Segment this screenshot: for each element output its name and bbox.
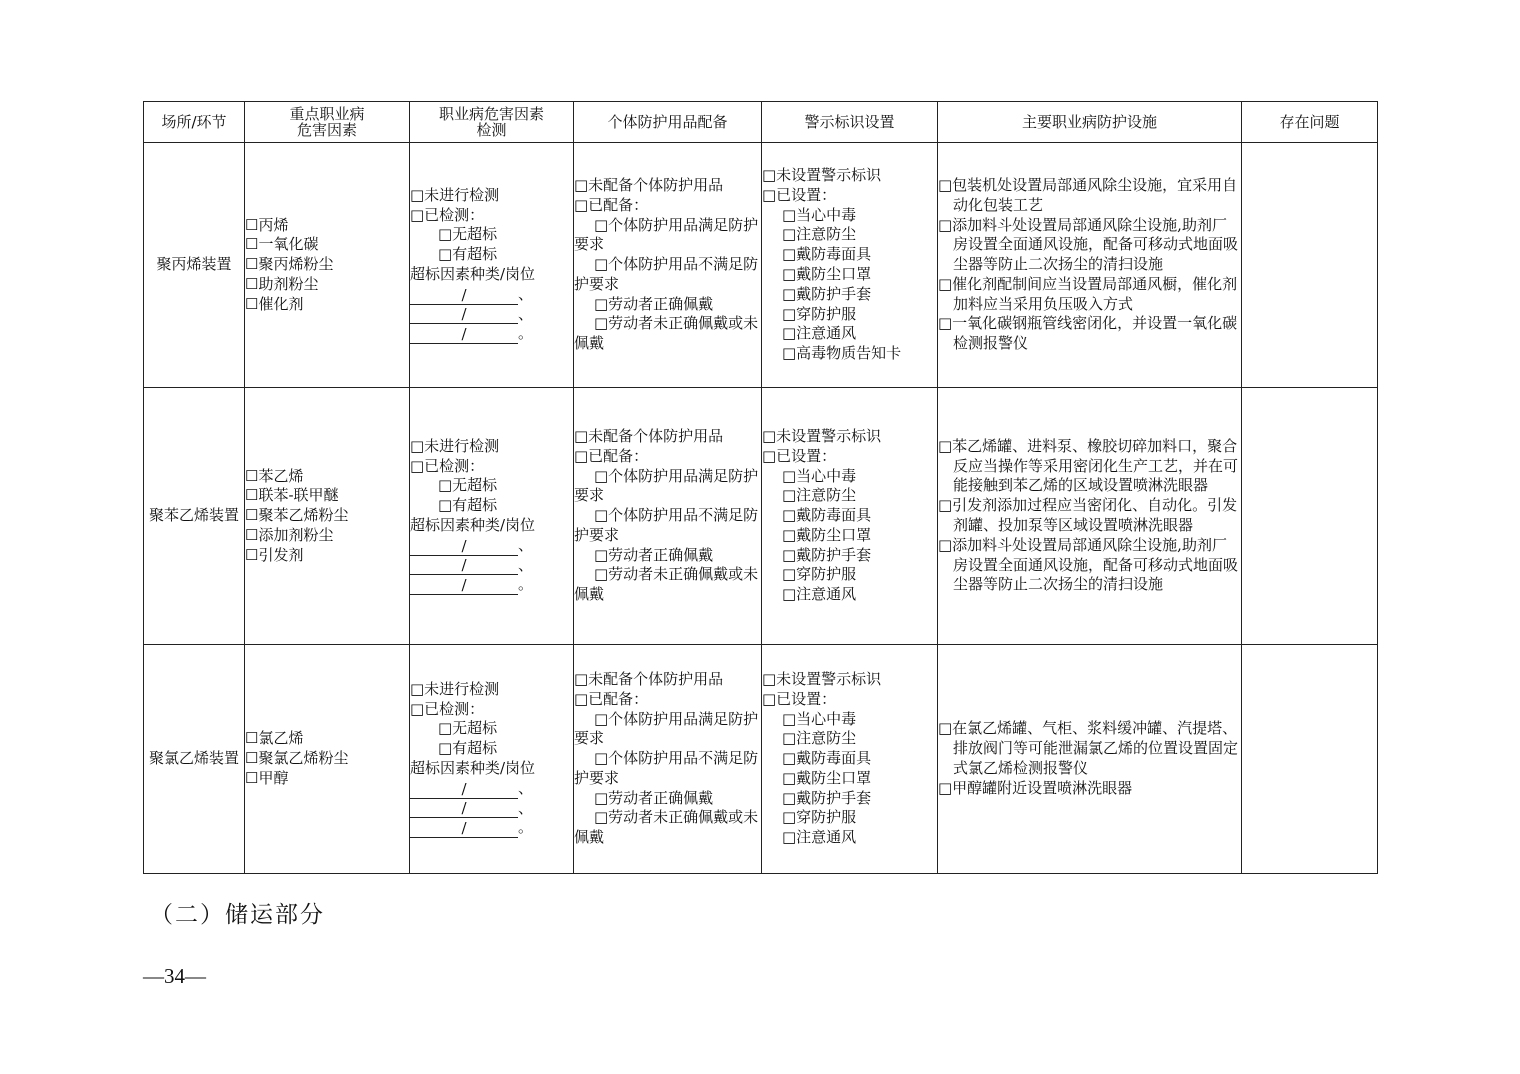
sign-item[interactable]: □戴防护手套 [782, 545, 872, 564]
ppe-not-equipped-checkbox[interactable]: □未配备个体防护用品 [574, 669, 724, 688]
sign-item[interactable]: □戴防尘口罩 [782, 265, 872, 283]
place-cell: 聚苯乙烯装置 [144, 388, 245, 645]
factor-item[interactable]: ☐聚丙烯粉尘 [245, 255, 334, 274]
sign-item[interactable]: □戴防毒面具 [782, 749, 872, 768]
blank-field[interactable]: / [410, 801, 518, 818]
blank-end: 、 [518, 304, 534, 323]
blank-end: 、 [518, 778, 534, 797]
blank-end: 、 [518, 798, 534, 817]
facility-item[interactable]: □在氯乙烯罐、气柜、浆料缓冲罐、汽提塔、排放阀门等可能泄漏氯乙烯的位置设置固定式氯乙烯检测报警仪 [938, 719, 1239, 777]
blank-field[interactable]: / [410, 558, 518, 575]
factors-cell [245, 388, 410, 645]
header-row [144, 102, 1378, 143]
facility-item[interactable]: □一氧化碳钢瓶管线密闭化，并设置一氧化碳检测报警仪 [938, 314, 1238, 353]
factor-item[interactable]: ☐一氧化碳 [245, 235, 319, 254]
not-detected-checkbox[interactable]: □未进行检测 [410, 679, 500, 698]
factor-item[interactable]: ☐甲醇 [245, 768, 289, 787]
ppe-cell [574, 645, 762, 874]
ppe-equipped-checkbox[interactable]: □已配备： [574, 195, 649, 214]
factor-item[interactable]: ☐联苯-联甲醚 [245, 486, 339, 505]
facility-item[interactable]: □添加料斗处设置局部通风除尘设施,助剂厂房设置全面通风设施，配备可移动式地面吸尘器等防止二次扬尘的清扫设施 [938, 215, 1239, 274]
exceed-checkbox[interactable]: □有超标 [438, 496, 498, 515]
not-detected-checkbox[interactable]: □未进行检测 [410, 436, 500, 455]
blank-field[interactable]: / [410, 539, 518, 556]
header-factors-text: 重点职业病 危害因素 [289, 105, 365, 139]
sign-item[interactable]: □穿防护服 [782, 808, 857, 827]
blank-field[interactable]: / [410, 821, 518, 838]
signs-not-set-checkbox[interactable]: □未设置警示标识 [762, 669, 882, 688]
header-detection-text: 职业病危害因素 检测 [438, 105, 544, 139]
sign-item[interactable] [762, 344, 937, 364]
signs-set-checkbox[interactable]: □已设置： [762, 446, 837, 465]
section-title: （二）储运部分 [150, 902, 325, 928]
factor-item[interactable]: ☐添加剂粉尘 [245, 525, 334, 544]
detected-checkbox[interactable]: □已检测： [410, 699, 485, 718]
header-issues: 存在问题 [1242, 102, 1378, 143]
ppe-not-meets-checkbox[interactable] [574, 506, 761, 546]
ppe-cell [574, 388, 762, 645]
blank-end: 。 [518, 575, 534, 594]
sign-item[interactable]: □当心中毒 [782, 205, 857, 224]
detection-cell [410, 388, 574, 645]
not-detected-checkbox[interactable]: □未进行检测 [410, 185, 500, 204]
ppe-not-meets-checkbox[interactable] [574, 749, 761, 789]
facility-item[interactable]: □催化剂配制间应当设置局部通风橱，催化剂加料应当采用负压吸入方式 [938, 274, 1238, 313]
no-exceed-checkbox[interactable]: □无超标 [438, 476, 498, 495]
sign-item[interactable]: □戴防护手套 [782, 284, 872, 303]
issues-cell[interactable] [1242, 645, 1378, 874]
ppe-not-meets-text: □个体防护用品不满足防护要求 [574, 749, 759, 787]
factors-cell [245, 645, 410, 874]
sign-item[interactable]: □注意通风 [782, 828, 857, 847]
ppe-not-equipped-checkbox[interactable]: □未配备个体防护用品 [574, 175, 724, 194]
blank-field[interactable]: / [410, 288, 518, 305]
factor-item[interactable]: ☐聚氯乙烯粉尘 [245, 749, 349, 768]
ppe-not-worn-checkbox[interactable] [574, 565, 761, 605]
ppe-not-worn-text: □劳动者未正确佩戴或未佩戴 [574, 314, 759, 353]
signs-not-set-checkbox[interactable]: □未设置警示标识 [762, 166, 882, 185]
header-detection [410, 102, 574, 143]
ppe-cell [574, 143, 762, 388]
ppe-not-worn-checkbox[interactable] [574, 314, 761, 354]
factor-item[interactable]: ☐丙烯 [245, 215, 289, 234]
header-ppe: 个体防护用品配备 [574, 102, 762, 143]
ppe-meets-text: □个体防护用品满足防护要求 [574, 709, 759, 748]
blank-end: 。 [518, 818, 534, 837]
sign-item[interactable]: □戴防毒面具 [782, 506, 872, 525]
ppe-equipped-checkbox[interactable]: □已配备： [574, 446, 649, 465]
facility-item[interactable]: □苯乙烯罐、进料泵、橡胶切碎加料口，聚合反应当操作等采用密闭化生产工艺，并在可能接触到苯乙烯的区域设置喷淋洗眼器 [938, 436, 1239, 495]
header-place: 场所/环节 [144, 102, 245, 143]
sign-item[interactable]: □穿防护服 [782, 304, 857, 323]
blank-field[interactable]: / [410, 327, 518, 344]
header-factors [245, 102, 410, 143]
exceed-types-label: 超标因素种类/岗位 [410, 265, 536, 283]
factor-item[interactable]: ☐苯乙烯 [245, 466, 304, 485]
table-row [144, 388, 1378, 645]
header-signs: 警示标识设置 [762, 102, 938, 143]
sign-item[interactable]: □注意防尘 [782, 486, 857, 505]
exceed-checkbox[interactable]: □有超标 [438, 739, 498, 758]
facilities-cell [938, 143, 1242, 388]
ppe-meets-checkbox[interactable] [574, 216, 761, 256]
facility-item[interactable]: □甲醇罐附近设置喷淋洗眼器 [938, 778, 1133, 797]
exceed-types-label: 超标因素种类/岗位 [410, 516, 536, 534]
ppe-worn-checkbox[interactable]: □劳动者正确佩戴 [594, 545, 714, 564]
ppe-not-meets-checkbox[interactable] [574, 255, 761, 295]
blank-end: 。 [518, 324, 534, 343]
detection-cell [410, 143, 574, 388]
sign-item[interactable]: □当心中毒 [782, 709, 857, 728]
detection-cell [410, 645, 574, 874]
sign-item-text: □高毒物质告知卡 [782, 344, 902, 363]
blank-end: 、 [518, 555, 534, 574]
sign-item[interactable]: □注意通风 [782, 324, 857, 343]
ppe-worn-checkbox[interactable]: □劳动者正确佩戴 [594, 294, 714, 313]
facility-item[interactable]: □包装机处设置局部通风除尘设施，宜采用自动化包装工艺 [938, 175, 1238, 214]
factor-item[interactable]: ☐催化剂 [245, 294, 304, 313]
factors-cell [245, 143, 410, 388]
sign-item[interactable]: □戴防毒面具 [782, 245, 872, 264]
header-facilities: 主要职业病防护设施 [938, 102, 1242, 143]
ppe-not-worn-checkbox[interactable] [574, 808, 761, 848]
place-cell: 聚氯乙烯装置 [144, 645, 245, 874]
factor-item[interactable]: ☐氯乙烯 [245, 729, 304, 748]
signs-cell [762, 645, 938, 874]
sign-item[interactable]: □穿防护服 [782, 565, 857, 584]
ppe-meets-checkbox[interactable] [574, 710, 761, 750]
ppe-equipped-checkbox[interactable]: □已配备： [574, 689, 649, 708]
signs-set-checkbox[interactable]: □已设置： [762, 689, 837, 708]
signs-not-set-checkbox[interactable]: □未设置警示标识 [762, 426, 882, 445]
exceed-types-label: 超标因素种类/岗位 [410, 759, 536, 777]
sign-item[interactable]: □当心中毒 [782, 466, 857, 485]
factor-item[interactable]: ☐聚苯乙烯粉尘 [245, 506, 349, 525]
facilities-cell [938, 645, 1242, 874]
detected-checkbox[interactable]: □已检测： [410, 456, 485, 475]
blank-end: 、 [518, 284, 534, 303]
table-row [144, 143, 1378, 388]
exceed-checkbox[interactable]: □有超标 [438, 245, 498, 264]
detected-checkbox[interactable]: □已检测： [410, 205, 485, 224]
no-exceed-checkbox[interactable]: □无超标 [438, 225, 498, 244]
sign-item[interactable]: □注意防尘 [782, 225, 857, 244]
sign-item[interactable]: □戴防护手套 [782, 788, 872, 807]
no-exceed-checkbox[interactable]: □无超标 [438, 719, 498, 738]
blank-field[interactable]: / [410, 782, 518, 799]
ppe-meets-text: □个体防护用品满足防护要求 [574, 215, 759, 254]
sign-item[interactable]: □戴防尘口罩 [782, 768, 872, 787]
inspection-table [143, 101, 1378, 874]
signs-set-checkbox[interactable]: □已设置： [762, 185, 837, 204]
ppe-not-meets-text: □个体防护用品不满足防护要求 [574, 506, 759, 544]
place-cell: 聚丙烯装置 [144, 143, 245, 388]
ppe-worn-checkbox[interactable]: □劳动者正确佩戴 [594, 788, 714, 807]
sign-item[interactable]: □注意防尘 [782, 729, 857, 748]
issues-cell[interactable] [1242, 143, 1378, 388]
signs-cell [762, 388, 938, 645]
facility-item[interactable]: □引发剂添加过程应当密闭化、自动化。引发剂罐、投加泵等区域设置喷淋洗眼器 [938, 496, 1238, 534]
ppe-not-meets-text: □个体防护用品不满足防护要求 [574, 255, 759, 293]
facilities-cell [938, 388, 1242, 645]
facility-item[interactable]: □添加料斗处设置局部通风除尘设施,助剂厂房设置全面通风设施，配备可移动式地面吸尘器等防止二次扬尘的清扫设施 [938, 535, 1239, 594]
factor-item[interactable]: ☐引发剂 [245, 545, 304, 564]
ppe-meets-text: □个体防护用品满足防护要求 [574, 466, 759, 505]
blank-end: 、 [518, 535, 534, 554]
ppe-not-worn-text: □劳动者未正确佩戴或未佩戴 [574, 565, 759, 604]
blank-field[interactable]: / [410, 307, 518, 324]
signs-cell [762, 143, 938, 388]
sign-item[interactable]: □注意通风 [782, 585, 857, 604]
page-number: —34— [143, 964, 206, 988]
table-row [144, 645, 1378, 874]
ppe-not-worn-text: □劳动者未正确佩戴或未佩戴 [574, 808, 759, 847]
factor-item[interactable]: ☐助剂粉尘 [245, 274, 319, 293]
ppe-not-equipped-checkbox[interactable]: □未配备个体防护用品 [574, 426, 724, 445]
issues-cell[interactable] [1242, 388, 1378, 645]
blank-field[interactable]: / [410, 578, 518, 595]
ppe-meets-checkbox[interactable] [574, 467, 761, 507]
sign-item[interactable]: □戴防尘口罩 [782, 525, 872, 544]
